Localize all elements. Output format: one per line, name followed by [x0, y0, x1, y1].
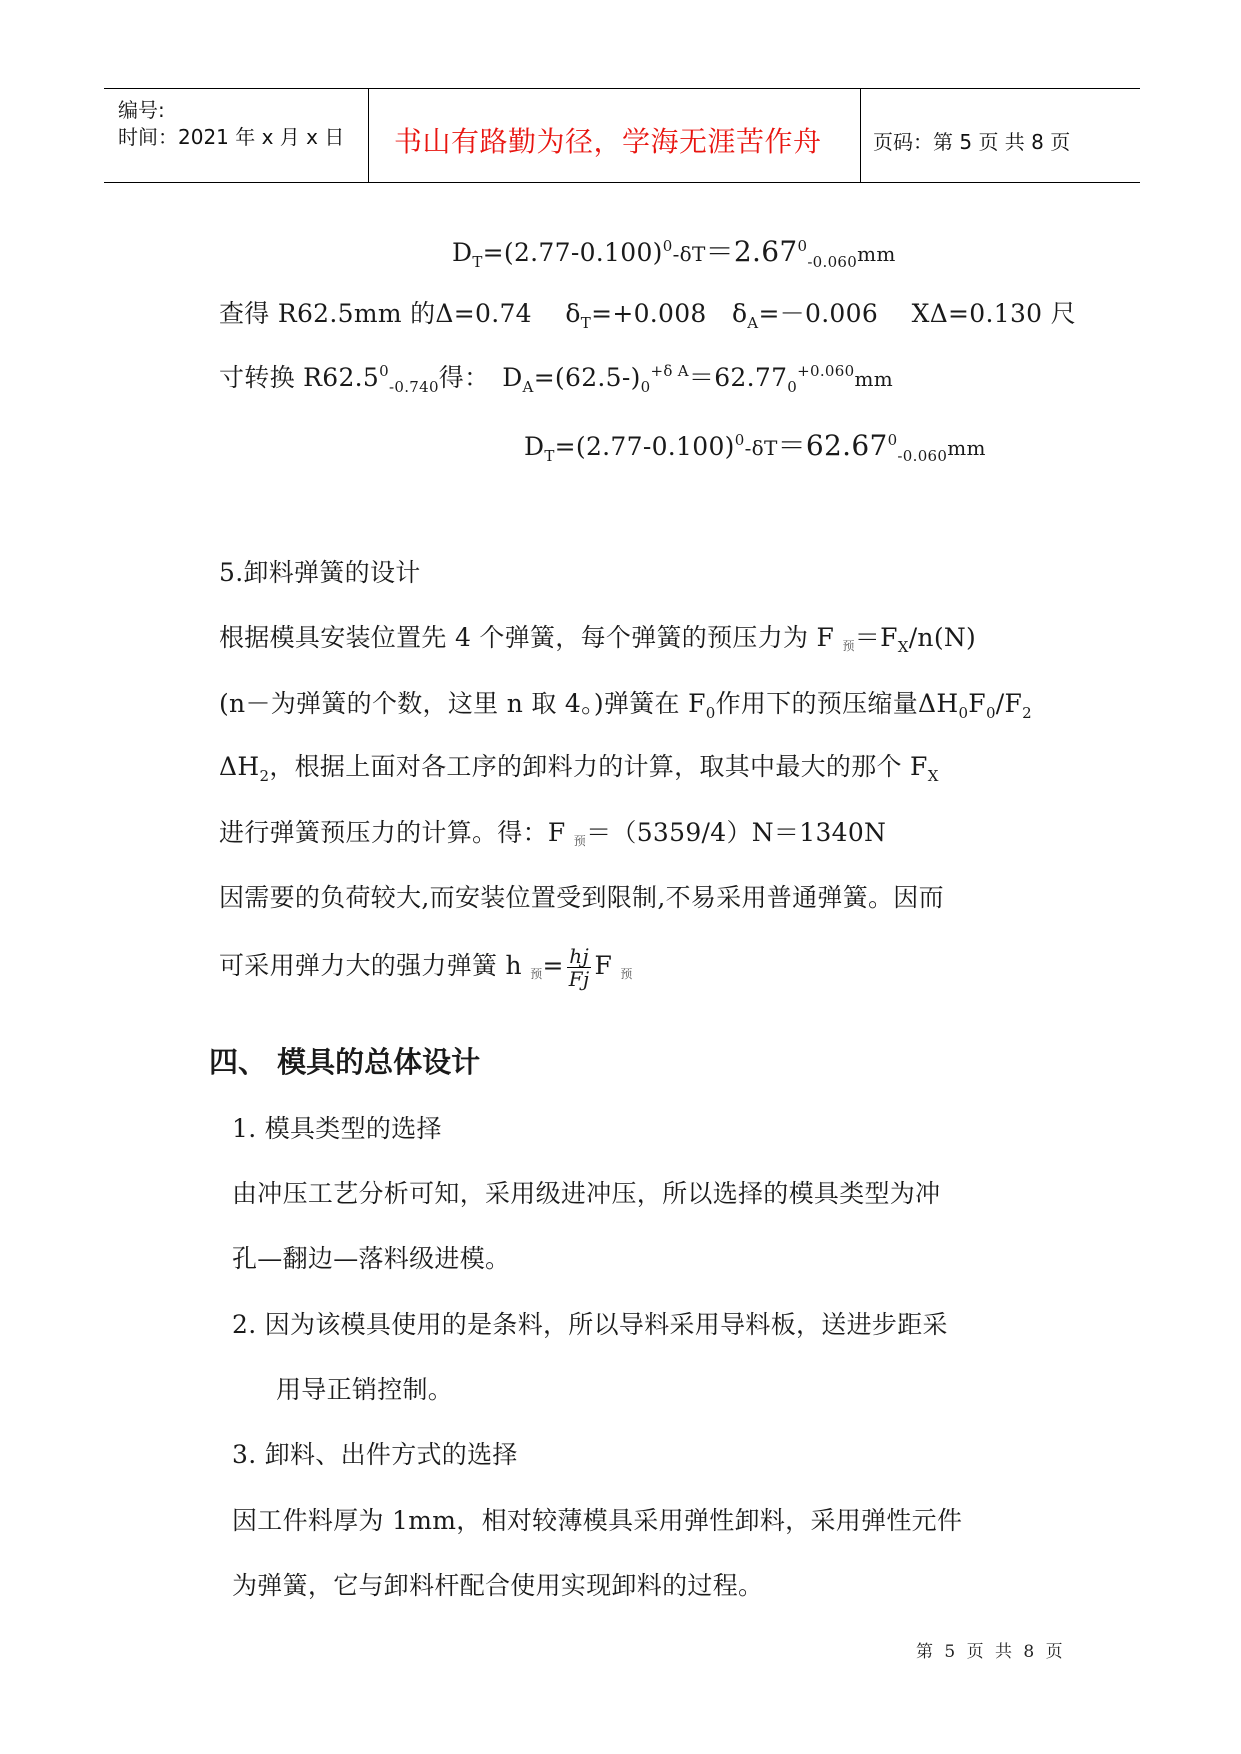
item-1-title: 1. 模具类型的选择: [232, 1114, 442, 1143]
header-bottom-rule: [104, 182, 1140, 183]
header-serial-label: 编号:: [118, 98, 165, 122]
section-5-para-line-2: (n－为弹簧的个数，这里 n 取 4。)弹簧在 $F_0$作用下的预压缩量$\Delta H_0F_0/F_2$: [219, 689, 1033, 722]
item-1-para-line-1: 由冲压工艺分析可知，采用级进冲压，所以选择的模具类型为冲: [232, 1179, 941, 1208]
section-5-para-line-6: 可采用弹力大的强力弹簧 h 预= $\frac{hj}{Fj}$ F 预: [219, 944, 633, 991]
section-5-para-line-4: 进行弹簧预压力的计算。得：F 预＝（5359/4）N＝1340N: [219, 818, 887, 848]
dimension-conversion-line: 寸转换 $R62.5^0_{-0.740}$得： $D_A=(62.5-)_0^{+\delta A}=62.77_0^{+0.060}mm$: [219, 362, 893, 396]
section-5-para-line-1: 根据模具安装位置先 4 个弹簧，每个弹簧的预压力为 F 预$=F_X/n(N)$: [219, 623, 977, 656]
section-5-para-line-5: 因需要的负荷较大,而安装位置受到限制,不易采用普通弹簧。因而: [219, 883, 944, 912]
header-page-code: 页码：第 5 页 共 8 页: [873, 130, 1071, 154]
header-time-label: 时间：2021 年 x 月 x 日: [118, 125, 345, 149]
section-5-para-line-3: $\Delta H_2$，根据上面对各工序的卸料力的计算，取其中最大的那个 $F_X$: [219, 752, 939, 785]
spring-fraction: $\frac{hj}{Fj}$: [568, 944, 590, 991]
header-divider-left: [368, 88, 369, 183]
formula-dt-2: $D_T=(2.77-0.100)^0-\delta T=62.67^0_{-0.060}mm$: [524, 429, 986, 465]
section-5-title: 5.卸料弹簧的设计: [219, 558, 421, 587]
item-2-para-line-1: 2. 因为该模具使用的是条料，所以导料采用导料板，送进步距采: [232, 1310, 948, 1339]
item-3-title: 3. 卸料、出件方式的选择: [232, 1440, 518, 1469]
item-1-para-line-2: 孔—翻边—落料级进模。: [232, 1244, 511, 1273]
page-footer: 第 5 页 共 8 页: [916, 1642, 1066, 1662]
item-3-para-line-1: 因工件料厚为 1mm，相对较薄模具采用弹性卸料，采用弹性元件: [232, 1506, 963, 1535]
section-4-heading: 四、 模具的总体设计: [209, 1045, 481, 1079]
formula-dt-1: $D_T=(2.77-0.100)^0-\delta T=2.67^0_{-0.060}mm$: [452, 235, 896, 271]
item-3-para-line-2: 为弹簧，它与卸料杆配合使用实现卸料的过程。: [232, 1571, 764, 1600]
item-2-para-line-2: 用导正销控制。: [276, 1375, 454, 1404]
header-divider-right: [860, 88, 861, 183]
header-motto: 书山有路勤为径，学海无涯苦作舟: [394, 125, 822, 158]
lookup-values-line: 查得 R62.5mm 的Δ=0.74 $\delta_T=+0.008$ $\delta_A=-0.006$ XΔ=0.130 尺: [219, 299, 1076, 332]
header-top-rule: [104, 88, 1140, 89]
